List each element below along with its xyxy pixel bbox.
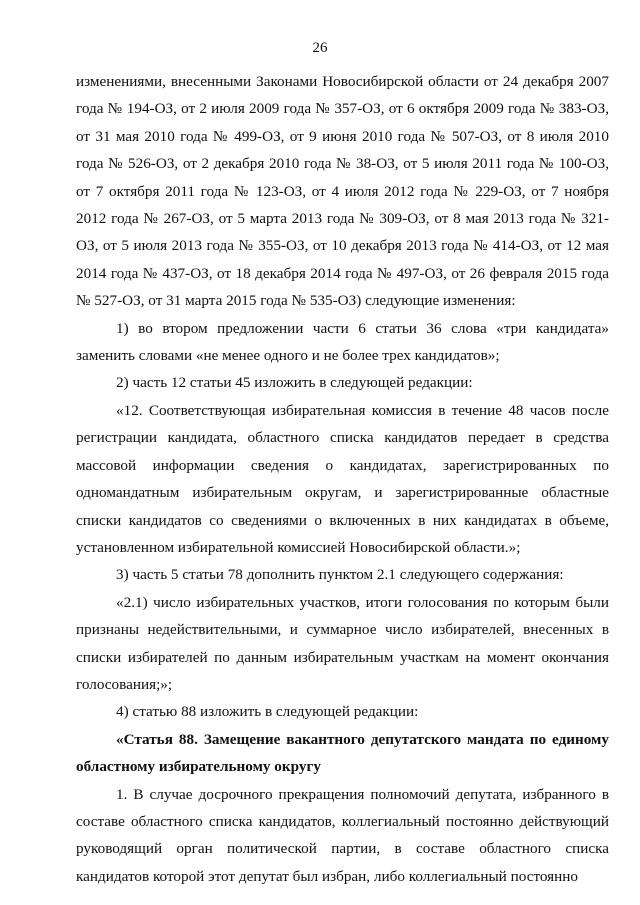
paragraph-item-1: 1) во втором предложении части 6 статьи 36 слова «три кандидата» заменить словами «не менее одного и не более трех кандидатов»;	[76, 319, 609, 365]
paragraph-item-2: 2) часть 12 статьи 45 изложить в следующей редакции:	[116, 374, 473, 392]
paragraph-article-88-point-1: 1. В случае досрочного прекращения полномочий депутата, избранного в составе областного списка кандидатов, коллегиальный постоянно действующий руководящий орган политической партии, в составе областного списка кандидатов которой этот депутат был избран, либо коллегиальный постоянно	[76, 785, 609, 885]
page-number: 26	[312, 40, 328, 56]
document-body	[76, 68, 609, 890]
paragraph-quote-2-1: «2.1) число избирательных участков, итоги голосования по которым были признаны недействительными, и суммарное число избирателей, внесенных в списки избирателей по данным избирательным участкам на момент окончания голосования;»;	[76, 593, 609, 693]
paragraph-item-3: 3) часть 5 статьи 78 дополнить пунктом 2.1 следующего содержания:	[116, 566, 564, 584]
paragraph-law-amendments-list: изменениями, внесенными Законами Новосибирской области от 24 декабря 2007 года № 194-ОЗ, от 2 июля 2009 года № 357-ОЗ, от 6 октября 2009 года № 383-ОЗ, от 31 мая 2010 года № 499-ОЗ, от 9 июня 2010 года № 507-ОЗ, от 8 июля 2010 года № 526-ОЗ, от 2 декабря 2010 года № 38-ОЗ, от 5 июля 2011 года № 100-ОЗ, от 7 октября 2011 года № 123-ОЗ, от 4 июля 2012 года № 229-ОЗ, от 7 ноября 2012 года № 267-ОЗ, от 5 марта 2013 года № 309-ОЗ, от 8 мая 2013 года № 321-ОЗ, от 5 июля 2013 года № 355-ОЗ, от 10 декабря 2013 года № 414-ОЗ, от 12 мая 2014 года № 437-ОЗ, от 18 декабря 2014 года № 497-ОЗ, от 26 февраля 2015 года № 527-ОЗ, от 31 марта 2015 года № 535-ОЗ) следующие изменения:	[76, 73, 609, 310]
paragraph-quote-12: «12. Соответствующая избирательная комиссия в течение 48 часов после регистрации кандидата, областного списка кандидатов передает в средства массовой информации сведения о кандидатах, зарегистрированных по одномандатным избирательным округам, и зарегистрированные областные списки кандидатов со сведениями о включенных в них кандидатах в объеме, установленном избирательной комиссией Новосибирской области.»;	[76, 401, 609, 556]
paragraph-item-4: 4) статью 88 изложить в следующей редакции:	[116, 703, 419, 721]
article-88-heading: «Статья 88. Замещение вакантного депутатского мандата по единому областному избирательному округу	[76, 730, 609, 776]
